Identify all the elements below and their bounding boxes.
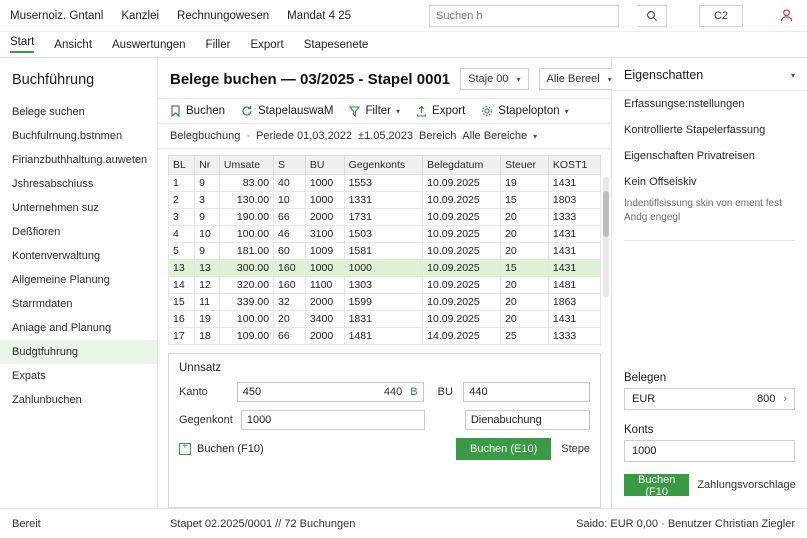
table-row[interactable]: [169, 311, 601, 328]
center-toolbar: [158, 98, 611, 124]
konto-value: 450: [242, 386, 262, 398]
stapel-select[interactable]: [460, 68, 528, 90]
gegenkonto-input[interactable]: [241, 410, 426, 430]
cell-s: 160: [274, 260, 306, 277]
stapelauswahl-button-label: StapelauswaM: [258, 105, 334, 117]
cell-belegdatum: 10.09.2025: [423, 209, 501, 226]
belege-table: [168, 155, 601, 345]
cell-gegenkonto: 1831: [344, 311, 423, 328]
user-account-button[interactable]: [775, 5, 797, 27]
col-kost1[interactable]: KOST1: [548, 156, 600, 175]
cell-bl: 3: [169, 209, 195, 226]
cell-s: 40: [274, 175, 306, 192]
cell-gegenkonto: 1731: [344, 209, 423, 226]
filter-icon: [349, 106, 360, 117]
chevron-down-icon: ▾: [396, 106, 401, 116]
bereich-select-label: Alie Bereel: [546, 73, 600, 85]
property-eigenschaften-privatreisen[interactable]: Eigenschaften Privatreisen: [624, 150, 755, 162]
buchungstext-input[interactable]: [465, 410, 590, 430]
cell-gegenkonto: 1303: [344, 277, 423, 294]
plus-box-icon: [179, 443, 191, 455]
cell-umsatz: 100.00: [219, 226, 273, 243]
search-button[interactable]: [637, 5, 667, 27]
cell-nr: 19: [195, 311, 220, 328]
gear-icon: [481, 105, 493, 117]
cell-umsatz: 181.00: [219, 243, 273, 260]
sidebar-item-zahlungsbuchen[interactable]: Zahlunbuchen: [12, 394, 82, 406]
breadcrumb-item-3[interactable]: Bereich: [419, 130, 457, 142]
breadcrumb-item-0[interactable]: Belegbuchung: [170, 130, 241, 142]
stapel-select-label: Staje 00: [468, 73, 509, 85]
konto-right-value: 440: [383, 386, 403, 398]
cell-kost1: 1481: [548, 277, 600, 294]
table-row[interactable]: [169, 243, 601, 260]
cell-nr: 18: [195, 328, 220, 345]
properties-header[interactable]: [612, 58, 807, 91]
umsatz-form-title: Unnsatz: [179, 362, 222, 374]
cell-belegdatum: 10.09.2025: [423, 311, 501, 328]
buchen-right-button[interactable]: Buchen (F10: [624, 474, 689, 496]
sidebar-item-anlage-planung[interactable]: Aniage and Planung: [12, 322, 112, 334]
cell-bu: 1100: [305, 277, 344, 294]
properties-title: Eigenschatten: [624, 68, 704, 82]
properties-panel: [612, 58, 807, 508]
menu-item-0[interactable]: Musernoiz. Gntanl: [10, 9, 104, 22]
konto-label: Kanto: [179, 386, 208, 398]
cell-gegenkonto: 1503: [344, 226, 423, 243]
cell-kost1: 1431: [548, 311, 600, 328]
cell-umsatz: 300.00: [219, 260, 273, 277]
cell-bl: 15: [169, 294, 195, 311]
sidebar-title: Buchführung: [12, 72, 95, 88]
chevron-down-icon: ▾: [516, 74, 521, 84]
breadcrumb: [158, 124, 611, 149]
breadcrumb-item-4[interactable]: Alle Bereiche: [462, 130, 528, 142]
table-row[interactable]: [169, 209, 601, 226]
cell-nr: 3: [195, 192, 220, 209]
cell-bl: 13: [169, 260, 195, 277]
filter-button-label: Filter: [365, 105, 392, 117]
stapeloption-button[interactable]: [481, 105, 568, 117]
table-row[interactable]: [169, 328, 601, 345]
menu-item-3[interactable]: Mandat 4 25: [287, 9, 352, 22]
properties-spacer: [612, 247, 807, 366]
cell-s: 32: [274, 294, 306, 311]
cell-steuer: 25: [501, 328, 549, 345]
menu-item-2[interactable]: Rechnungowesen: [177, 9, 270, 22]
cell-bl: 16: [169, 311, 195, 328]
col-belegdatum[interactable]: Belegdatum: [423, 156, 501, 175]
cell-umsatz: 100.00: [219, 311, 273, 328]
table-row[interactable]: [169, 192, 601, 209]
konts-field[interactable]: [624, 440, 795, 462]
filter-button[interactable]: [349, 105, 400, 117]
sidebar-item-unternehmen[interactable]: Unternehmen suz: [12, 202, 99, 214]
cell-s: 66: [274, 328, 306, 345]
cell-bu: 3100: [305, 226, 344, 243]
sidebar-item-budgetfuhrung[interactable]: Budgtfuhrung: [0, 340, 157, 364]
cell-belegdatum: 10.09.2025: [423, 243, 501, 260]
bereich-select[interactable]: [539, 68, 620, 90]
cell-nr: 12: [195, 277, 220, 294]
cell-bu: 2000: [305, 294, 344, 311]
umsatz-form: [168, 353, 601, 508]
page-title: Belege buchen — 03/2025 - Stapel 0001: [170, 70, 451, 88]
cell-nr: 9: [195, 243, 220, 260]
table-row[interactable]: [169, 294, 601, 311]
cell-gegenkonto: 1331: [344, 192, 423, 209]
cell-nr: 10: [195, 226, 220, 243]
cell-kost1: 1333: [548, 328, 600, 345]
col-gegenkonto[interactable]: Gegenkonts: [344, 156, 423, 175]
cell-bu: 1000: [305, 260, 344, 277]
cell-s: 10: [274, 192, 306, 209]
stapeloption-button-label: Stapelopton: [498, 105, 560, 117]
sidebar-item-finanzbuchhaltung[interactable]: Firianzbuthhaltung.auweten: [12, 154, 148, 166]
sidebar-item-debitoren[interactable]: Deßfioren: [12, 226, 61, 238]
cell-kost1: 1333: [548, 209, 600, 226]
table-scrollbar[interactable]: [603, 177, 609, 297]
cell-nr: 13: [195, 260, 220, 277]
cell-gegenkonto: 1581: [344, 243, 423, 260]
cell-belegdatum: 14.09.2025: [423, 328, 501, 345]
cell-bl: 14: [169, 277, 195, 294]
cell-steuer: 15: [501, 260, 549, 277]
properties-divider: [624, 240, 795, 241]
tab-auswertungen[interactable]: Auswertungen: [112, 38, 186, 51]
status-left: Bereit: [12, 517, 41, 530]
breadcrumb-item-2[interactable]: ±1.05,2023: [358, 130, 414, 142]
cell-bl: 1: [169, 175, 195, 192]
export-button-label: Export: [432, 105, 466, 117]
sidebar-item-buchfuhrung[interactable]: Buchfulrnung.bstnmen: [12, 130, 123, 142]
tab-start[interactable]: Start: [10, 36, 34, 53]
cell-steuer: 20: [501, 226, 549, 243]
cell-belegdatum: 10.09.2025: [423, 294, 501, 311]
belegen-section-title: Belegen: [624, 372, 667, 384]
sidebar-list: [0, 100, 157, 508]
cell-bu: 2000: [305, 328, 344, 345]
sidebar-item-expats[interactable]: Expats: [12, 370, 46, 382]
buchungstext-value: Dienabuchung: [470, 414, 542, 426]
search-input[interactable]: [429, 5, 619, 27]
tab-export[interactable]: Export: [250, 38, 284, 51]
col-steuer[interactable]: Steuer: [501, 156, 549, 175]
cell-s: 60: [274, 243, 306, 260]
cell-bl: 17: [169, 328, 195, 345]
buchen-primary-button[interactable]: Buchen (E10): [456, 438, 551, 460]
zahlungsvorschlage-button[interactable]: Zahlungsvorschlage: [697, 479, 796, 491]
form-button-row: [179, 438, 590, 460]
cell-bl: 2: [169, 192, 195, 209]
workspace-chip[interactable]: [699, 5, 743, 27]
search-icon: [646, 10, 658, 22]
konts-label: Konts: [624, 424, 654, 436]
table-row[interactable]: [169, 277, 601, 294]
chevron-down-icon: ▾: [607, 74, 612, 84]
cell-gegenkonto: 1599: [344, 294, 423, 311]
status-middle: Stapet 02.2025/0001 // 72 Buchungen: [170, 517, 356, 530]
center-pane: [158, 58, 612, 508]
stapelauswahl-button[interactable]: [241, 105, 333, 117]
cell-umsatz: 130.00: [219, 192, 273, 209]
sidebar-item-stammdaten[interactable]: Starrmdaten: [12, 298, 73, 310]
gegenkonto-row: [179, 410, 590, 430]
sidebar-item-allgemeine-planung[interactable]: Allgemeine Planung: [12, 274, 110, 286]
cell-belegdatum: 10.09.2025: [423, 175, 501, 192]
cell-kost1: 1431: [548, 226, 600, 243]
sidebar: [0, 58, 158, 508]
cell-s: 46: [274, 226, 306, 243]
col-nr[interactable]: Nr: [195, 156, 220, 175]
amount-value: 800: [756, 393, 776, 405]
chevron-right-icon[interactable]: ›: [783, 393, 787, 405]
amount-field[interactable]: [624, 388, 795, 410]
konts-value: 1000: [632, 445, 657, 457]
cell-s: 66: [274, 209, 306, 226]
cell-steuer: 20: [501, 209, 549, 226]
cell-steuer: 20: [501, 277, 549, 294]
cell-bu: 3400: [305, 311, 344, 328]
cell-kost1: 1431: [548, 260, 600, 277]
gegenkonto-value: 1000: [246, 414, 272, 426]
belege-table-container: [158, 149, 611, 345]
cell-belegdatum: 10.09.2025: [423, 226, 501, 243]
status-right: Saido: EUR 0,00 · Benutzer Christian Ziegler: [576, 517, 795, 530]
gegenkonto-label: Gegenkont: [179, 414, 233, 426]
konto-input[interactable]: [237, 382, 424, 402]
cell-steuer: 20: [501, 243, 549, 260]
cell-nr: 11: [195, 294, 220, 311]
cell-steuer: 20: [501, 294, 549, 311]
col-s[interactable]: S: [274, 156, 306, 175]
cell-steuer: 15: [501, 192, 549, 209]
table-row[interactable]: [169, 175, 601, 192]
export-button[interactable]: [416, 105, 465, 117]
properties-buttons: [612, 470, 807, 496]
chevron-down-icon: ▾: [533, 131, 538, 141]
table-row-selected[interactable]: [169, 260, 601, 277]
bu-label: BU: [437, 386, 453, 398]
chevron-down-icon[interactable]: ▾: [790, 70, 795, 80]
search-placeholder: Suchen h: [436, 9, 483, 22]
buchen-button-label: Buchen: [186, 105, 226, 117]
col-bl[interactable]: BL: [169, 156, 195, 175]
main-body: [0, 58, 807, 508]
konto-row: [179, 382, 590, 402]
center-header: [158, 58, 611, 98]
table-scrollbar-thumb[interactable]: [603, 191, 609, 237]
cell-umsatz: 320.00: [219, 277, 273, 294]
cell-belegdatum: 10.09.2025: [423, 260, 501, 277]
top-menubar: [0, 0, 807, 32]
properties-note: Indentiflsissung skin von ement fest Andg engegl: [624, 198, 782, 223]
buchen-button[interactable]: [170, 105, 225, 117]
table-header-row: [169, 156, 601, 175]
cell-bu: 1000: [305, 192, 344, 209]
table-row[interactable]: [169, 226, 601, 243]
menu-item-1[interactable]: Kanzlei: [121, 9, 160, 22]
tab-stapesenete[interactable]: Stapesenete: [303, 38, 369, 51]
cell-bu: 1009: [305, 243, 344, 260]
user-icon: [779, 8, 794, 23]
cell-gegenkonto: 1000: [344, 260, 423, 277]
cell-steuer: 20: [501, 311, 549, 328]
cell-bl: 5: [169, 243, 195, 260]
cell-umsatz: 190.00: [219, 209, 273, 226]
chevron-down-icon: ▾: [564, 106, 569, 116]
stepe-button[interactable]: Stepe: [561, 443, 590, 455]
cell-umsatz: 339.00: [219, 294, 273, 311]
cell-bl: 4: [169, 226, 195, 243]
tab-ansicht[interactable]: Ansicht: [54, 38, 93, 51]
cell-bu: 1000: [305, 175, 344, 192]
amount-currency: EUR: [632, 393, 656, 405]
status-bar: [0, 508, 807, 538]
cell-kost1: 1803: [548, 192, 600, 209]
cell-kost1: 1431: [548, 243, 600, 260]
property-erfassungseinstellungen[interactable]: Erfassungse:nstellungen: [624, 98, 745, 110]
col-umsatz[interactable]: Umsate: [219, 156, 273, 175]
cell-gegenkonto: 1553: [344, 175, 423, 192]
cell-bu: 2000: [305, 209, 344, 226]
tab-filler[interactable]: Filler: [205, 38, 231, 51]
cell-kost1: 1863: [548, 294, 600, 311]
properties-bottom-spacer: [612, 496, 807, 508]
col-bu[interactable]: BU: [305, 156, 344, 175]
ribbon-tabs: [0, 32, 807, 58]
sidebar-item-jahresabschluss[interactable]: Jshresabschiuss: [12, 178, 94, 190]
cell-umsatz: 83.00: [219, 175, 273, 192]
cell-s: 160: [274, 277, 306, 294]
sidebar-item-kontenverwaltung[interactable]: Kontenverwaltung: [12, 250, 101, 262]
cell-gegenkonto: 1481: [344, 328, 423, 345]
breadcrumb-sep-0: ·: [246, 130, 251, 142]
cell-umsatz: 109.00: [219, 328, 273, 345]
cell-steuer: 19: [501, 175, 549, 192]
refresh-icon: [241, 105, 253, 117]
property-kein-offseiskiv[interactable]: Kein Offseiskiv: [624, 176, 697, 188]
bu-value: 440: [469, 386, 488, 398]
property-kontrollierte-stapelerfassung[interactable]: Kontrollierte Stapelerfassung: [624, 124, 766, 136]
breadcrumb-item-1[interactable]: Periede 01,03,2022: [256, 130, 353, 142]
konto-flag: B: [410, 386, 418, 398]
cell-belegdatum: 10.09.2025: [423, 277, 501, 294]
sidebar-item-belege-suchen[interactable]: Belege suchen: [12, 106, 85, 118]
add-buchen-label: Buchen (F10): [197, 443, 264, 455]
cell-nr: 9: [195, 175, 220, 192]
upload-icon: [416, 105, 427, 117]
bu-input[interactable]: [463, 382, 590, 402]
cell-belegdatum: 10.09.2025: [423, 192, 501, 209]
workspace-chip-label: C2: [713, 9, 729, 22]
bookmark-icon: [170, 105, 181, 117]
cell-kost1: 1431: [548, 175, 600, 192]
cell-nr: 9: [195, 209, 220, 226]
add-buchen-button[interactable]: [179, 443, 264, 455]
cell-s: 20: [274, 311, 306, 328]
